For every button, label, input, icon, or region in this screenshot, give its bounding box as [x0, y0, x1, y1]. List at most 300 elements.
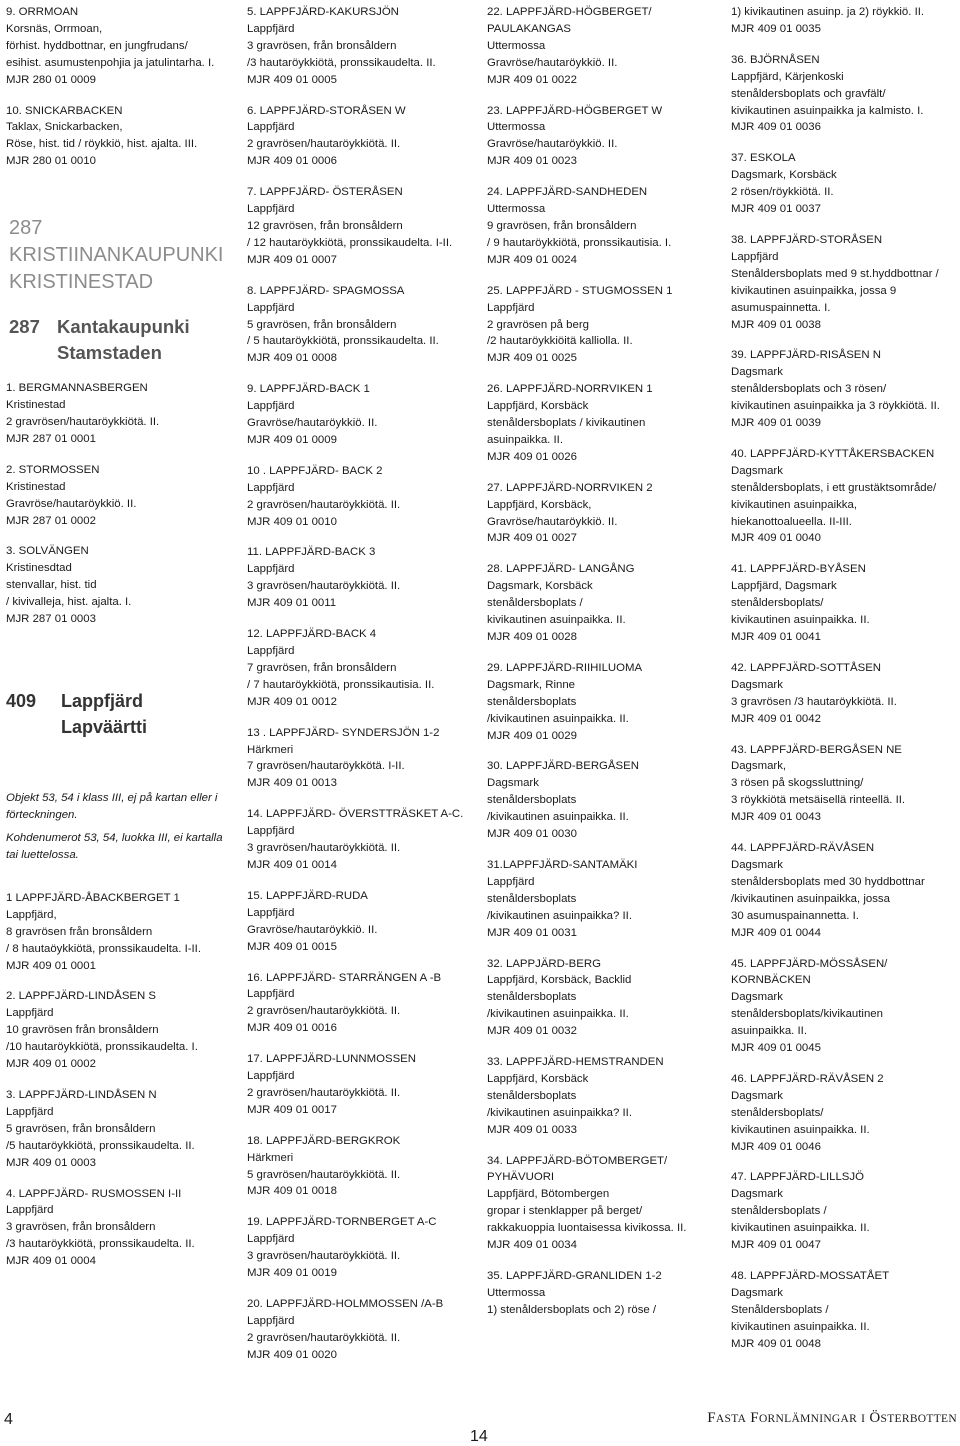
site-detail: MJR 409 01 0006 [247, 155, 337, 168]
site-title: 3. SOLVÄNGEN [6, 545, 89, 558]
site-title: 19. LAPPFJÄRD-TORNBERGET A-C [247, 1216, 437, 1229]
site-detail: / 8 hautaöykkiötä, pronssikaudelta. I-II. [6, 942, 202, 955]
site-title: 37. ESKOLA [731, 152, 796, 165]
site-detail: KORNBÄCKEN [731, 974, 811, 987]
site-detail: MJR 409 01 0032 [487, 1025, 577, 1038]
site-title: 12. LAPPFJÄRD-BACK 4 [247, 628, 377, 641]
site-detail: 3 gravrösen/hautaröykkiötä. II. [247, 842, 401, 855]
site-detail: stenåldersboplats/ [731, 597, 824, 610]
site-title: 32. LAPPJÄRD-BERG [487, 957, 601, 970]
site-detail: Lappfjärd [6, 1105, 54, 1118]
col1-bottom-entries [6, 890, 228, 1270]
site-detail: MJR 409 01 0037 [731, 203, 821, 216]
site-detail: 30 asumuspainannetta. I. [731, 909, 859, 922]
site-entry [731, 561, 956, 646]
site-entry [247, 103, 479, 171]
site-title: 6. LAPPFJÄRD-STORÅSEN W [247, 104, 406, 117]
site-detail: Lappfjärd [247, 301, 295, 314]
site-detail: Dagsmark [731, 678, 783, 691]
site-detail: Kristinesdtad [6, 562, 72, 575]
site-title: 44. LAPPFJÄRD-RÄVÅSEN [731, 842, 875, 855]
site-title: 2. LAPPFJÄRD-LINDÅSEN S [6, 990, 157, 1003]
site-entry [247, 544, 479, 612]
site-detail: Dagsmark, Rinne [487, 678, 575, 691]
site-entry [731, 446, 956, 547]
site-title: 47. LAPPFJÄRD-LILLSJÖ [731, 1171, 864, 1184]
site-title: 24. LAPPFJÄRD-SANDHEDEN [487, 186, 648, 199]
column-3 [487, 4, 717, 1333]
site-title: 10. SNICKARBACKEN [6, 104, 123, 117]
site-detail: asuinpaikka. II. [487, 433, 563, 446]
site-entry [247, 970, 479, 1038]
site-detail: MJR 409 01 0035 [731, 22, 821, 35]
site-detail: Lappfjärd [247, 22, 295, 35]
site-detail: Lappfjärd [247, 1233, 295, 1246]
site-detail: MJR 409 01 0042 [731, 712, 821, 725]
site-entry [731, 660, 956, 728]
site-detail: stenåldersboplats [487, 1089, 577, 1102]
site-entry [731, 1169, 956, 1254]
site-title: 1. BERGMANNASBERGEN [6, 382, 148, 395]
site-detail: /kivikautinen asuinpaikka? II. [487, 909, 632, 922]
site-detail: 9 gravrösen, från bronsåldern [487, 219, 637, 232]
village-heading-409 [6, 688, 228, 740]
site-entry [6, 462, 228, 530]
site-entry [247, 184, 479, 269]
site-detail: MJR 409 01 0005 [247, 73, 337, 86]
site-detail: MJR 409 01 0039 [731, 417, 821, 430]
site-detail: Dagsmark [731, 858, 783, 871]
site-detail: /kivikautinen asuinpaikka, jossa [731, 892, 890, 905]
site-title: 18. LAPPFJÄRD-BERGKROK [247, 1134, 401, 1147]
site-detail: stenåldersboplats, i ett grustäktsområde/ [731, 481, 937, 494]
site-detail: MJR 409 01 0022 [487, 73, 577, 86]
site-entry [6, 1087, 228, 1172]
site-detail: MJR 409 01 0010 [247, 515, 337, 528]
municipality-name-sv: KRISTINESTAD [9, 271, 154, 294]
site-title: 45. LAPPFJÄRD-MÖSSÅSEN/ [731, 957, 888, 970]
site-title: 29. LAPPFJÄRD-RIIHILUOMA [487, 661, 643, 674]
site-entry [6, 890, 228, 975]
site-title: 5. LAPPFJÄRD-KAKURSJÖN [247, 6, 399, 18]
site-detail: Lappfjärd [247, 825, 295, 838]
site-title: 25. LAPPFJÄRD - STUGMOSSEN 1 [487, 284, 673, 297]
site-entry [247, 626, 479, 711]
site-detail: 8 gravrösen från bronsåldern [6, 925, 153, 938]
col1-top-entries [6, 4, 228, 170]
site-detail: MJR 280 01 0010 [6, 155, 96, 168]
site-entry [487, 103, 717, 171]
site-entry [487, 4, 717, 89]
site-detail: 3 gravrösen/hautaröykkiötä. II. [247, 1250, 401, 1263]
site-entry [487, 480, 717, 548]
site-detail: MJR 409 01 0019 [247, 1267, 337, 1280]
site-detail: Gravröse/hautaröykkiö. II. [487, 515, 618, 528]
municipality-heading [9, 215, 228, 296]
site-title: 33. LAPPFJÄRD-HEMSTRANDEN [487, 1056, 664, 1069]
site-detail: 3 gravrösen, från bronsåldern [247, 39, 397, 52]
site-detail: stenåldersboplats och gravfält/ [731, 87, 886, 100]
site-detail: Dagsmark, Korsbäck [487, 580, 593, 593]
site-detail: MJR 409 01 0030 [487, 828, 577, 841]
site-detail: /2 hautaröykkiöitä kalliolla. II. [487, 335, 633, 348]
site-detail: /kivikautinen asuinpaikka? II. [487, 1106, 632, 1119]
site-detail: Stenåldersboplats med 9 st.hyddbottnar / [731, 267, 939, 280]
site-detail: 3 röykkiötä metsäisellä rinteellä. II. [731, 794, 906, 807]
site-detail: MJR 409 01 0007 [247, 253, 337, 266]
site-detail: 2 gravrösen/hautaröykkiötä. II. [247, 138, 401, 151]
site-entry [731, 232, 956, 333]
site-title: 48. LAPPFJÄRD-MOSSATÅET [731, 1270, 890, 1282]
site-detail: MJR 409 01 0023 [487, 155, 577, 168]
site-title: 31.LAPPFJÄRD-SANTAMÄKI [487, 858, 638, 871]
site-detail: stenåldersboplats/ [731, 1106, 824, 1119]
site-detail: stenåldersboplats [487, 892, 577, 905]
site-detail: kivikautinen asuinpaikka. II. [731, 1123, 870, 1136]
site-detail: Kristinestad [6, 399, 66, 412]
site-detail: MJR 409 01 0009 [247, 433, 337, 446]
site-detail: esihist. asumustenpohjia ja jatulintarha. I. [6, 56, 215, 69]
site-detail: Stenåldersboplats / [731, 1303, 829, 1316]
site-detail: Dagsmark [487, 777, 539, 790]
site-entry [731, 150, 956, 218]
site-detail: Lappfjärd [6, 1204, 54, 1217]
site-detail: Dagsmark [731, 1188, 783, 1201]
site-detail: 2 gravrösen/hautaröykkiötä. II. [6, 415, 160, 428]
site-detail: 3 gravrösen, från bronsåldern [6, 1221, 156, 1234]
site-entry [487, 381, 717, 466]
site-detail: MJR 409 01 0033 [487, 1123, 577, 1136]
site-entry [6, 543, 228, 628]
site-entry [487, 956, 717, 1041]
site-entry [731, 742, 956, 827]
site-entry [247, 806, 479, 874]
class-note-sv: Objekt 53, 54 i klass III, ej på kartan eller i förteckningen. [6, 791, 218, 821]
site-detail: /3 hautaröykkiötä, pronssikaudelta. II. [247, 56, 436, 69]
site-detail: /10 hautaröykkiötä, pronssikaudelta. I. [6, 1041, 198, 1054]
site-detail: Lappfjärd [247, 906, 295, 919]
site-entry [6, 988, 228, 1073]
site-detail: 2 rösen/röykkiötä. II. [731, 186, 834, 199]
site-entry [6, 380, 228, 448]
site-title: 17. LAPPFJÄRD-LUNNMOSSEN [247, 1053, 417, 1066]
site-entry [487, 283, 717, 368]
site-entry [487, 1054, 717, 1139]
site-detail: 2 gravrösen på berg [487, 318, 589, 331]
site-detail: stenåldersboplats och 3 rösen/ [731, 383, 887, 396]
site-detail: stenåldersboplats med 30 hyddbottnar [731, 875, 925, 888]
village-name-fi: Lapväärtti [61, 716, 148, 737]
site-detail: kivikautinen asuinpaikka. II. [487, 614, 626, 627]
site-detail: Härkmeri [247, 743, 294, 756]
site-title: 30. LAPPFJÄRD-BERGÅSEN [487, 760, 639, 773]
site-detail: Dagsmark, [731, 760, 787, 773]
footer-smallcaps: I [861, 1413, 866, 1425]
site-detail: asumuspainnetta. I. [731, 301, 831, 314]
site-detail: MJR 409 01 0044 [731, 926, 821, 939]
site-entry [487, 184, 717, 269]
village-number: 409 [6, 690, 37, 711]
site-entry [487, 1153, 717, 1254]
column-2 [247, 4, 479, 1378]
site-detail: stenåldersboplats/kivikautinen [731, 1008, 883, 1021]
site-detail: 3 rösen på skogssluttning/ [731, 777, 864, 790]
site-title: 11. LAPPFJÄRD-BACK 3 [247, 546, 376, 559]
site-detail: Uttermossa [487, 121, 546, 134]
site-detail: /3 hautaröykkiötä, pronssikaudelta. II. [6, 1238, 195, 1251]
site-entry [731, 1268, 956, 1353]
site-detail: MJR 409 01 0026 [487, 450, 577, 463]
site-detail: MJR 409 01 0017 [247, 1103, 337, 1116]
site-detail: MJR 409 01 0004 [6, 1255, 96, 1268]
footer-smallcaps: ASTA [715, 1413, 747, 1425]
site-detail: 12 gravrösen, från bronsåldern [247, 219, 403, 232]
site-detail: Lappfjärd [487, 875, 535, 888]
col1-mid-entries [6, 380, 228, 628]
site-detail: stenvallar, hist. tid [6, 579, 97, 592]
site-detail: stenåldersboplats [487, 991, 577, 1004]
site-title: 27. LAPPFJÄRD-NORRVIKEN 2 [487, 481, 653, 494]
site-detail: 7 gravrösen, från bronsåldern [247, 661, 397, 674]
site-detail: MJR 287 01 0001 [6, 432, 96, 445]
village-name-sv: Stamstaden [57, 342, 162, 364]
site-title: 9. ORRMOAN [6, 6, 79, 18]
site-detail: 2 gravrösen/hautaröykkiötä. II. [247, 1005, 401, 1018]
site-detail: Lappfjärd [731, 250, 779, 263]
site-detail: kivikautinen asuinpaikka ja kalmisto. I. [731, 104, 924, 117]
site-entry [731, 52, 956, 137]
site-title: 9. LAPPFJÄRD-BACK 1 [247, 383, 370, 396]
village-name-sv: Lappfjärd [61, 690, 144, 711]
site-detail: Lappfjärd, [6, 908, 57, 921]
site-detail: MJR 409 01 0018 [247, 1185, 337, 1198]
site-detail: Lappfjärd [247, 121, 295, 134]
site-title: 41. LAPPFJÄRD-BYÅSEN [731, 563, 866, 576]
site-detail: 7 gravrösen/hautaröykkötä. I-II. [247, 760, 405, 773]
site-detail: MJR 409 01 0014 [247, 858, 337, 871]
site-detail: Härkmeri [247, 1151, 294, 1164]
site-entry [731, 956, 956, 1057]
site-detail: MJR 409 01 0002 [6, 1058, 96, 1071]
site-detail: Lappfjärd [247, 563, 295, 576]
site-detail: MJR 409 01 0040 [731, 532, 821, 545]
site-entry [487, 857, 717, 942]
site-detail: MJR 409 01 0041 [731, 631, 821, 643]
site-detail: Lappfjärd, Korsbäck [487, 400, 589, 413]
site-title: 20. LAPPFJÄRD-HOLMMOSSEN /A-B [247, 1298, 444, 1310]
site-detail: MJR 409 01 0038 [731, 318, 821, 331]
site-title: 42. LAPPFJÄRD-SOTTÅSEN [731, 661, 882, 674]
site-detail: Lappfjärd [247, 988, 295, 1001]
site-detail: Lappfjärd [247, 1070, 295, 1083]
village-number: 287 [9, 316, 40, 338]
site-detail: asuinpaikka. II. [731, 1025, 807, 1038]
site-detail: Uttermossa [487, 1286, 546, 1299]
site-title: 7. LAPPFJÄRD- ÖSTERÅSEN [247, 186, 403, 199]
site-detail: hiekanottoalueella. II-III. [731, 515, 852, 528]
site-detail: 2 gravrösen/hautaröykkiötä. II. [247, 1331, 401, 1344]
site-entry [487, 561, 717, 646]
site-detail: MJR 409 01 0012 [247, 695, 337, 708]
site-title: 15. LAPPFJÄRD-RUDA [247, 889, 368, 902]
site-detail: Gravröse/hautaröykkiö. II. [487, 138, 618, 151]
site-title: 46. LAPPFJÄRD-RÄVÅSEN 2 [731, 1072, 884, 1085]
site-detail: Dagsmark [731, 991, 783, 1004]
running-footer-title [707, 1410, 957, 1427]
site-entry [247, 463, 479, 531]
site-title: 16. LAPPFJÄRD- STARRÄNGEN A -B [247, 971, 442, 984]
site-detail: Taklax, Snickarbacken, [6, 121, 123, 134]
site-detail: PAULAKANGAS [487, 22, 571, 35]
footer-letter: F [707, 1410, 716, 1426]
site-entry [731, 347, 956, 432]
site-detail: MJR 409 01 0020 [247, 1348, 337, 1361]
site-detail: stenåldersboplats [487, 794, 577, 807]
site-detail: kivikautinen asuinpaikka. II. [731, 1222, 870, 1235]
site-detail: / 9 hautaröykkiötä, pronssikautisia. I. [487, 236, 672, 249]
site-detail: /5 hautaröykkiötä, pronssikaudelta. II. [6, 1139, 195, 1152]
site-detail: Lappfjärd, Korsbäck, Backlid [487, 974, 632, 987]
site-detail: MJR 409 01 0001 [6, 959, 96, 972]
site-detail: Lappfjärd, Korsbäck [487, 1072, 589, 1085]
site-title: 1) kivikautinen asuinp. ja 2) röykkiö. II. [731, 6, 925, 18]
site-detail: MJR 409 01 0011 [247, 597, 337, 610]
municipality-name-fi: KRISTIINANKAUPUNKI [9, 244, 224, 267]
site-detail: /kivikautinen asuinpaikka. II. [487, 811, 629, 824]
site-detail: 5 gravrösen, från bronsåldern [247, 318, 397, 331]
site-detail: Röse, hist. tid / röykkiö, hist. ajalta. III. [6, 138, 198, 151]
site-detail: kivikautinen asuinpaikka. II. [731, 614, 870, 627]
site-detail: 3 gravrösen/hautaröykkiötä. II. [247, 580, 401, 593]
site-entry [731, 4, 956, 38]
footer-smallcaps: STERBOTTEN [880, 1413, 957, 1425]
site-detail: / 12 hautaröykkiötä, pronssikaudelta. I-II. [247, 236, 453, 249]
site-detail: Dagsmark [731, 464, 783, 477]
site-detail: MJR 409 01 0047 [731, 1239, 821, 1252]
site-detail: stenåldersboplats / kivikautinen [487, 417, 646, 430]
site-detail: kivikautinen asuinpaikka, [731, 498, 858, 511]
footer-letter: Ö [869, 1410, 881, 1426]
site-title: 2. STORMOSSEN [6, 463, 100, 476]
page-number-center: 14 [470, 1428, 488, 1445]
site-detail: MJR 409 01 0046 [731, 1140, 821, 1153]
site-entry [247, 1051, 479, 1119]
site-entry [6, 4, 228, 89]
site-title: 39. LAPPFJÄRD-RISÅSEN N [731, 349, 882, 362]
site-entry [247, 1214, 479, 1282]
site-detail: / 7 hautaröykkiötä, pronssikautisia. II. [247, 678, 435, 691]
site-detail: gropar i stenklapper på berget/ [487, 1205, 643, 1218]
site-detail: Lappfjärd, Bötombergen [487, 1188, 610, 1201]
site-detail: MJR 409 01 0024 [487, 253, 577, 266]
site-detail: 5 gravrösen/hautaröykkiötä. II. [247, 1168, 401, 1181]
site-detail: förhist. hyddbottnar, en jungfrudans/ [6, 39, 188, 52]
site-detail: Gravröse/hautaröykkiö. II. [247, 417, 378, 430]
site-detail: Lappfjärd [487, 301, 535, 314]
site-entry [731, 1071, 956, 1156]
site-detail: MJR 409 01 0045 [731, 1042, 821, 1055]
site-detail: stenåldersboplats / [487, 597, 583, 610]
site-detail: / kivivalleja, hist. ajalta. I. [6, 596, 132, 609]
site-entry [247, 888, 479, 956]
site-title: 13 . LAPPFJÄRD- SYNDERSJÖN 1-2 [247, 726, 440, 739]
municipality-number: 287 [9, 217, 43, 240]
site-title: 40. LAPPFJÄRD-KYTTÅKERSBACKEN [731, 447, 935, 460]
site-detail: MJR 409 01 0016 [247, 1022, 337, 1035]
site-title: 1 LAPPFJÄRD-ÅBACKBERGET 1 [6, 891, 180, 904]
site-detail: Uttermossa [487, 203, 546, 216]
site-detail: MJR 409 01 0031 [487, 926, 577, 939]
site-detail: 10 gravrösen från bronsåldern [6, 1024, 159, 1037]
site-detail: stenåldersboplats / [731, 1205, 827, 1218]
site-detail: Lappfjärd, Kärjenkoski [731, 70, 844, 83]
site-detail: Gravröse/hautaröykkiö. II. [6, 497, 137, 510]
class-note-fi: Kohdenumerot 53, 54, luokka III, ei kartalla tai luettelossa. [6, 831, 223, 861]
site-detail: kivikautinen asuinpaikka. II. [731, 1320, 870, 1333]
site-detail: Korsnäs, Orrmoan, [6, 22, 103, 35]
site-detail: Dagsmark [731, 1286, 783, 1299]
site-detail: /kivikautinen asuinpaikka. II. [487, 1008, 629, 1021]
site-title: 38. LAPPFJÄRD-STORÅSEN [731, 233, 883, 246]
site-detail: MJR 287 01 0003 [6, 613, 96, 626]
site-entry [247, 381, 479, 449]
site-detail: MJR 409 01 0036 [731, 121, 821, 134]
site-title: 35. LAPPFJÄRD-GRANLIDEN 1-2 [487, 1270, 662, 1282]
site-detail: MJR 409 01 0008 [247, 352, 337, 365]
site-title: 36. BJÖRNÅSEN [731, 53, 820, 66]
site-detail: MJR 409 01 0048 [731, 1337, 821, 1350]
site-detail: Kristinestad [6, 480, 66, 493]
site-title: 8. LAPPFJÄRD- SPAGMOSSA [247, 284, 405, 297]
site-entry [247, 283, 479, 368]
site-detail: stenåldersboplats [487, 695, 577, 708]
site-title: 14. LAPPFJÄRD- ÖVERSTTRÄSKET A-C. [247, 808, 464, 821]
site-detail: MJR 409 01 0034 [487, 1239, 577, 1252]
site-detail: MJR 409 01 0027 [487, 532, 577, 545]
site-detail: MJR 287 01 0002 [6, 514, 96, 527]
site-title: 26. LAPPFJÄRD-NORRVIKEN 1 [487, 383, 653, 396]
site-entry [6, 103, 228, 171]
site-detail: 5 gravrösen, från bronsåldern [6, 1122, 156, 1135]
site-detail: MJR 409 01 0028 [487, 631, 577, 643]
site-detail: kivikautinen asuinpaikka, jossa 9 [731, 284, 897, 297]
site-title: 10 . LAPPFJÄRD- BACK 2 [247, 464, 383, 477]
site-title: 28. LAPPFJÄRD- LANGÅNG [487, 563, 635, 576]
site-entry [247, 1296, 479, 1364]
site-detail: Lappfjärd [247, 481, 295, 494]
site-entry [487, 660, 717, 745]
village-name-fi: Kantakaupunki [57, 316, 190, 338]
site-detail: MJR 409 01 0003 [6, 1156, 96, 1169]
site-entry [247, 4, 479, 89]
site-detail: Gravröse/hautaröykkiö. II. [247, 923, 378, 936]
page-number-left: 4 [4, 1411, 13, 1428]
site-detail: Lappfjärd, Dagsmark [731, 580, 837, 593]
site-detail: Dagsmark [731, 366, 783, 379]
site-detail: Lappfjärd [6, 1007, 54, 1020]
site-title: 23. LAPPFJÄRD-HÖGBERGET W [487, 104, 663, 117]
site-detail: Dagsmark, Korsbäck [731, 169, 837, 182]
site-detail: 1) stenåldersboplats och 2) röse / [487, 1303, 657, 1316]
site-detail: PYHÄVUORI [487, 1171, 555, 1184]
site-detail: Lappfjärd [247, 203, 295, 216]
site-title: 22. LAPPFJÄRD-HÖGBERGET/ [487, 6, 652, 18]
site-detail: Uttermossa [487, 39, 546, 52]
site-title: 43. LAPPFJÄRD-BERGÅSEN NE [731, 743, 902, 756]
site-detail: MJR 409 01 0013 [247, 777, 337, 790]
site-detail: /kivikautinen asuinpaikka. II. [487, 712, 629, 725]
site-detail: rakkakuoppia luontaisessa kivikossa. II. [487, 1222, 687, 1235]
